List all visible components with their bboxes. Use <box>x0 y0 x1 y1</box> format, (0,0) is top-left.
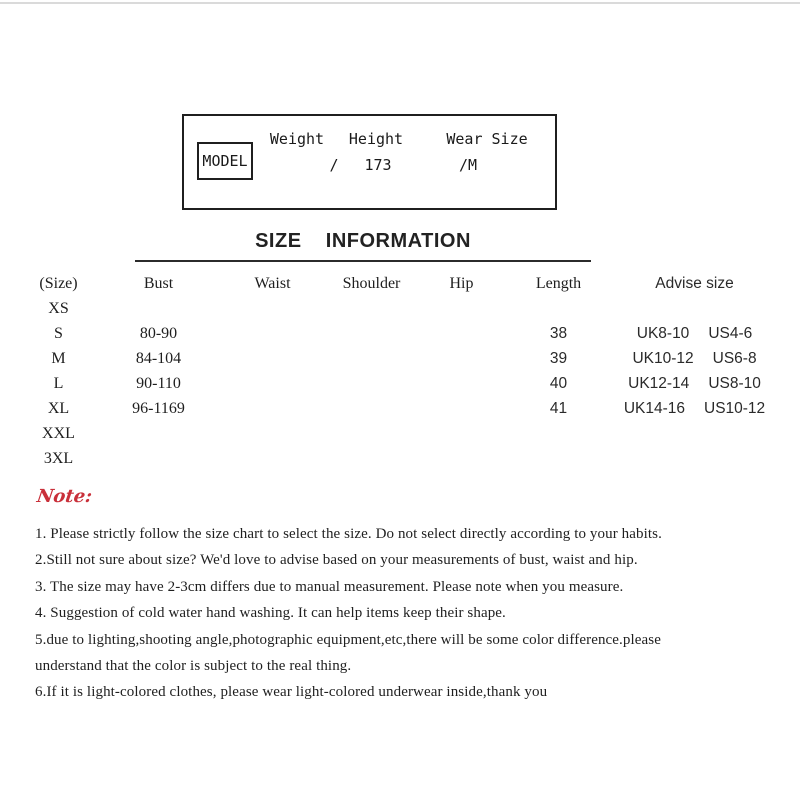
note-heading: Note: <box>35 486 94 507</box>
cell-length <box>505 296 612 321</box>
table-row-3xl <box>20 446 777 471</box>
weight-column-header: Weight <box>269 130 325 148</box>
advise-us: US4-6 <box>708 324 753 342</box>
cell-hip <box>418 371 505 396</box>
cell-advise-size <box>612 421 777 446</box>
height-column-header: Height <box>348 130 404 148</box>
cell-shoulder <box>325 296 418 321</box>
model-info-box <box>182 114 557 210</box>
cell-hip <box>418 346 505 371</box>
note-line-6: 6.If it is light-colored clothes, please wear light-colored underwear inside,thank you <box>35 684 548 701</box>
model-weight-value: / <box>329 156 339 174</box>
cell-shoulder <box>325 446 418 471</box>
cell-size: M <box>51 349 66 367</box>
size-information-table <box>20 271 777 471</box>
cell-waist <box>220 421 325 446</box>
advise-us: US8-10 <box>708 374 761 392</box>
cell-shoulder <box>325 321 418 346</box>
cell-bust: 84-104 <box>135 349 182 367</box>
cell-hip <box>418 321 505 346</box>
cell-shoulder <box>325 346 418 371</box>
header-shoulder: Shoulder <box>342 274 401 292</box>
cell-waist <box>220 446 325 471</box>
table-row-xxl <box>20 421 777 446</box>
cell-size: XS <box>48 299 69 317</box>
cell-length: 39 <box>549 349 568 367</box>
note-line-4: 4. Suggestion of cold water hand washing. It can help items keep their shape. <box>35 605 506 622</box>
cell-shoulder <box>325 421 418 446</box>
cell-advise-size <box>612 371 777 396</box>
advise-uk: UK8-10 <box>636 324 690 342</box>
header-bust: Bust <box>143 274 174 292</box>
cell-length <box>505 446 612 471</box>
table-header-row <box>20 271 777 296</box>
cell-shoulder <box>325 396 418 421</box>
cell-length <box>505 421 612 446</box>
cell-waist <box>220 371 325 396</box>
size-information-title: SIZE INFORMATION <box>135 230 591 262</box>
cell-advise-size <box>612 396 777 421</box>
cell-waist <box>220 321 325 346</box>
cell-size: L <box>53 374 64 392</box>
advise-uk: UK12-14 <box>628 374 690 392</box>
table-row-xl <box>20 396 777 421</box>
header-advise-size: Advise size <box>655 274 734 292</box>
table-row-l <box>20 371 777 396</box>
header-hip: Hip <box>449 274 474 292</box>
cell-size: 3XL <box>43 449 74 467</box>
cell-advise-size <box>612 446 777 471</box>
cell-bust: 96-1169 <box>132 399 185 417</box>
note-line-2: 2.Still not sure about size? We'd love to advise based on your measurements of bust, waist and hip. <box>35 552 638 569</box>
cell-hip <box>418 296 505 321</box>
note-line-3: 3. The size may have 2-3cm differs due to manual measurement. Please note when you measure. <box>35 578 624 595</box>
cell-waist <box>220 396 325 421</box>
cell-advise-size <box>612 296 777 321</box>
cell-waist <box>220 346 325 371</box>
cell-size: S <box>54 324 63 342</box>
header-length: Length <box>535 274 582 292</box>
model-label: MODEL <box>202 152 248 170</box>
cell-bust: 90-110 <box>136 374 181 392</box>
cell-hip <box>418 446 505 471</box>
table-row-m <box>20 346 777 371</box>
cell-length: 40 <box>549 374 568 392</box>
top-divider-line <box>0 2 800 4</box>
header-size: (Size) <box>39 274 78 292</box>
cell-length: 41 <box>549 399 568 417</box>
header-waist: Waist <box>254 274 291 292</box>
cell-shoulder <box>325 371 418 396</box>
cell-waist <box>220 296 325 321</box>
advise-uk: UK14-16 <box>623 399 685 417</box>
cell-advise-size <box>612 321 777 346</box>
note-line-5: 5.due to lighting,shooting angle,photographic equipment,etc,there will be some color difference.please <box>35 631 661 648</box>
cell-size: XXL <box>42 424 75 442</box>
advise-us: US10-12 <box>704 399 766 417</box>
model-wear-size-value: /M <box>458 156 478 174</box>
cell-hip <box>418 396 505 421</box>
advise-uk: UK10-12 <box>632 349 694 367</box>
advise-us: US6-8 <box>712 349 757 367</box>
note-line-1: 1. Please strictly follow the size chart to select the size. Do not select directly according to your habits. <box>35 526 662 542</box>
cell-bust <box>97 446 220 471</box>
cell-bust: 80-90 <box>139 324 178 342</box>
cell-size: XL <box>47 399 70 417</box>
notes-list <box>35 521 765 706</box>
cell-advise-size <box>612 346 777 371</box>
cell-hip <box>418 421 505 446</box>
model-label-box <box>197 142 253 180</box>
model-height-value: 173 <box>364 156 392 174</box>
note-line-5-continued: understand that the color is subject to the real thing. <box>35 658 352 675</box>
cell-bust <box>97 296 220 321</box>
table-row-xs <box>20 296 777 321</box>
wear-size-column-header: Wear Size <box>446 130 528 148</box>
table-row-s <box>20 321 777 346</box>
cell-length: 38 <box>549 324 568 342</box>
cell-bust <box>97 421 220 446</box>
